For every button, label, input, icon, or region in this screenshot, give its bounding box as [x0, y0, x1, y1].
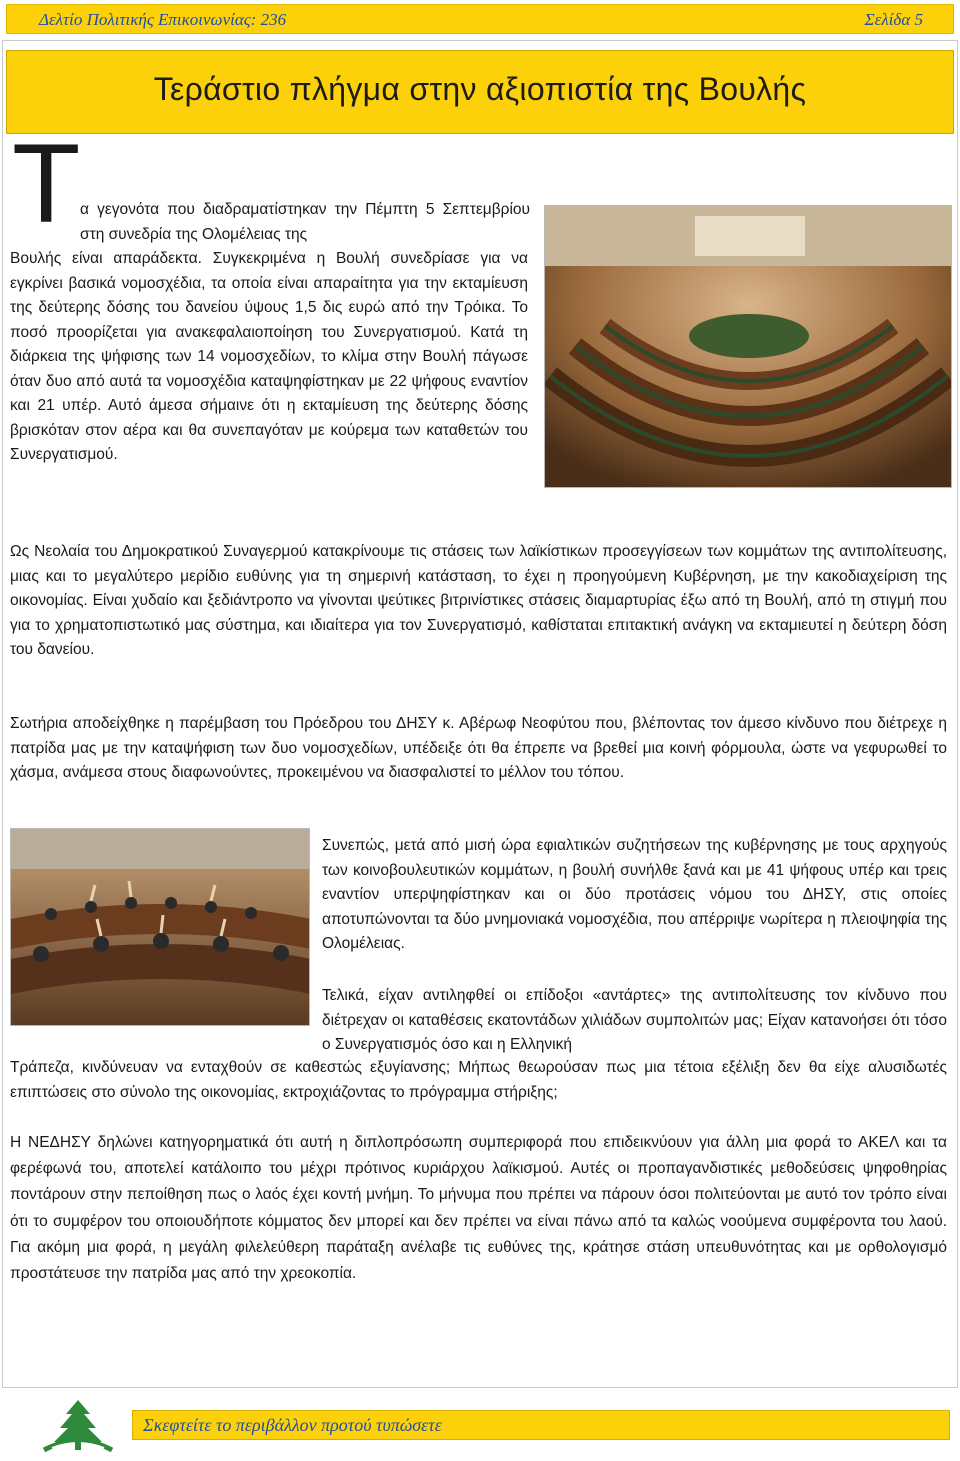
paragraph-6: Η ΝΕΔΗΣΥ δηλώνει κατηγορηματικά ότι αυτή η διπλοπρόσωπη συμπεριφορά που επιδεικνύουν για άλλη μια φορά το ΑΚΕΛ και τα φερέφωνά του, αποτελεί κατάλοιπο του μέχρι πρότινος κυριάρχου λαϊκισμού. Αυτές οι προπαγανδιστικές μεθοδεύσεις ψηφοθηρίας ποντάρουν στην πεποίθηση πως ο λαός έχει κοντή μνήμη. Το μήνυμα που πρέπει να πάρουν όσοι πολιτεύονται με αυτό τον τρόπο είναι ότι το συμφέρον του οποιουδήποτε κόμματος δεν μπορεί και δεν πρέπει να είναι πάνω από τα καλώς νοούμενα συμφέροντα του λαού. Για ακόμη μια φορά, η μεγάλη φιλελεύθερη παράταξη ανέλαβε τις ευθύνες της, κράτησε στάση υπευθυνότητας και με ορθολογισμό προστάτευσε την πατρίδα μας από την χρεοκοπία. — [10, 1134, 947, 1283]
paragraph-1: Βουλής είναι απαράδεκτα. Συγκεκριμένα η Βουλή συνεδρίασε για να εγκρίνει βασικά νομοσχέδια, τα οποία είναι απαραίτητα για την εκταμίευση της δεύτερης δόσης του δανείου ύψους 1,5 δις ευρώ από την Τρόικα. Το ποσό προορίζεται για ανακεφαλαιοποίηση του Συνεργατισμού. Κατά τη διάρκεια της ψήφισης των 14 νομοσχεδίων, το κλίμα στην Βουλή πάγωσε όταν δυο από αυτά τα νομοσχέδια καταψηφίστηκαν με 22 ψήφους εναντίον και 21 υπέρ. Αυτό άμεσα σήμαινε ότι η εκταμίευση της δεύτερης δόσης βρισκόταν στον αέρα και θα συνεπαγόταν με κούρεμα των καταθετών του Συνεργατισμού. — [10, 250, 528, 463]
footer-banner — [132, 1410, 950, 1440]
footer-text: Σκεφτείτε το περιβάλλον προτού τυπώσετε — [143, 1415, 442, 1435]
parliament-voting-illustration — [11, 829, 310, 1026]
paragraph-4: Συνεπώς, μετά από μισή ώρα εφιαλτικών συζητήσεων της κυβέρνησης με τους αρχηγούς των κοινοβουλευτικών κομμάτων, η βουλή συνήλθε ξανά και με 41 ψήφους υπέρ και τρεις εναντίον υπερψηφίστηκαν και οι δύο προτάσεις νόμου του ΔΗΣΥ, στις οποίες αποτυπώνονται τα δύο μνημονιακά νομοσχέδια, που απέρριψε νωρίτερα η πλειοψηφία της Ολομέλειας. — [322, 837, 947, 952]
page-number: Σελίδα 5 — [864, 10, 923, 29]
article-title-box — [6, 50, 954, 134]
paragraph-2: Ως Νεολαία του Δημοκρατικού Συναγερμού κατακρίνουμε τις στάσεις των λαϊκίστικων προσεγγίσεων των κομμάτων της αντιπολίτευσης, μιας και το μεγαλύτερο μερίδιο ευθύνης για τη σημερινή κατάσταση, το έχει η προηγούμενη Κυβέρνηση, με την κακοδιαχείριση της οικονομίας. Είναι χυδαίο και ξεδιάντροπο να γίνονται ψεύτικες βιτρινίστικες στάσεις διαμαρτυρίας έξω από τη Βουλή, από τη στιγμή που για το χρηματοπιστωτικό μας σύστημα, και ιδιαίτερα για τον Συνεργατισμό, καθίσταται επιτακτική ανάγκη να εκταμιευτεί η δεύτερη δόση του δανείου. — [10, 543, 947, 658]
paragraph-5-part-2: Τράπεζα, κινδύνευαν να ενταχθούν σε καθεστώς εξυγίανσης; Μήπως θεωρούσαν πως μια τέτοια εξέλιξη δεν θα είχε αλυσιδωτές επιπτώσεις στο σύνολο της οικονομίας, εκτροχιάζοντας το πρόγραμμα στήριξης; — [10, 1059, 947, 1101]
paragraph-3: Σωτήρια αποδείχθηκε η παρέμβαση του Πρόεδρου του ΔΗΣΥ κ. Αβέρωφ Νεοφύτου που, βλέποντας τον άμεσο κίνδυνο που διέτρεχε η πατρίδα μας με την καταψήφιση των δυο νομοσχεδίων, υπέδειξε ότι θα έπρεπε να βρεθεί μια κοινή φόρμουλα, ώστε να γεφυρωθεί το χάσμα, ανάμεσα στους διαφωνούντες, προκειμένου να διασφαλιστεί το μέλλον του τόπου. — [10, 715, 947, 781]
paragraph-5-part-1: Τελικά, είχαν αντιληφθεί οι επίδοξοι «αντάρτες» της αντιπολίτευσης τον κίνδυνο που διέτρεχαν οι καταθέσεις εκατοντάδων χιλιάδων συμπολιτών μας; Είχαν κατανοήσει ότι τόσο ο Συνεργατισμός όσο και η Ελληνική — [322, 987, 947, 1053]
parliament-voting-photo — [10, 828, 310, 1026]
tree-leaf-logo-icon — [38, 1398, 118, 1456]
parliament-chamber-illustration — [545, 206, 952, 488]
parliament-chamber-photo — [544, 205, 952, 488]
article-title: Τεράστιο πλήγμα στην αξιοπιστία της Βουλής — [153, 71, 807, 107]
page-header-bar — [6, 4, 954, 34]
bulletin-title: Δελτίο Πολιτικής Επικοινωνίας: 236 — [39, 10, 287, 29]
paragraph-1-first-lines: α γεγονότα που διαδραματίστηκαν την Πέμπτη 5 Σεπτεμβρίου στη συνεδρία της Ολομέλειας της — [80, 201, 530, 243]
drop-cap: Τ — [12, 121, 81, 246]
